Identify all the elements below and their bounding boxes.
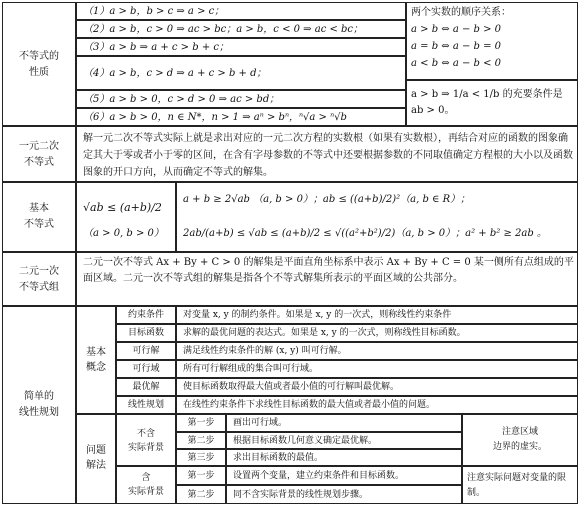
ineq-compare-1: a > b ⇔ a − b > 0: [411, 24, 502, 35]
lp-row-value: 求解的最优问题的表达式。如果是 x, y 的一次式，则称线性目标函数。: [176, 324, 578, 342]
lp-step-value: 画出可行域。: [226, 414, 462, 432]
lp-concept-label: 基本 概念: [86, 347, 106, 373]
system-label: 二元一次 不等式组: [19, 266, 59, 293]
ineq-compare-3: a < b ⇔ a − b < 0: [411, 58, 502, 69]
system-text: 二元一次不等式 Ax + By + C > 0 的解集是平面直角坐标系中表示 Ax + By + C = 0 某一侧所有点组成的平面区域。二元一次不等式组的解集是指各个不等式解集所表示的平面区域的公共部分。: [83, 257, 574, 284]
ineq-rule-3: （3）a > b ⇒ a + c > b + c；: [83, 42, 229, 53]
lp-note-2-cell: [462, 466, 578, 504]
lp-step-key: 第一步: [176, 466, 226, 485]
system-label-cell: [2, 252, 76, 306]
ineq-label: 不等式的 性质: [19, 51, 59, 78]
lp-row-value: 对变量 x, y 的制约条件。如果是 x, y 的一次式，则称线性约束条件: [176, 306, 578, 324]
ineq-row-3: [76, 38, 406, 56]
lp-step-key: 第二步: [176, 432, 226, 449]
lp-note-2: 注意实际问题对变量的限制。: [467, 473, 567, 498]
basic-label: 基本 不等式: [24, 203, 54, 230]
lp-note-1-cell: [462, 414, 578, 466]
lp-step-value: 求出目标函数的最值。: [226, 449, 462, 466]
ineq-row-5: [76, 90, 406, 108]
quad-label-cell: [2, 126, 76, 182]
lp-step-value: 设置两个变量，建立约束条件和目标函数。: [226, 466, 462, 485]
basic-formula-3: 2ab/(a+b) ≤ √ab ≤ (a+b)/2 ≤ √((a²+b²)/2)（a, b > 0）；a² + b² ≥ 2ab 。: [183, 228, 547, 239]
lp-row-key: 最优解: [116, 378, 176, 396]
lp-row-key: 约束条件: [116, 306, 176, 324]
lp-row-value: 满足线性约束条件的解 (x, y) 叫可行解。: [176, 342, 578, 360]
ineq-reciprocal: a > b ⇒ 1/a < 1/b 的充要条件是 ab > 0。: [411, 89, 563, 116]
ineq-row-1: [76, 2, 406, 20]
lp-concept-cell: [76, 306, 116, 414]
lp-bg-no-cell: [116, 414, 176, 466]
lp-step-key: 第三步: [176, 449, 226, 466]
lp-note-1: 注意区域 边界的虚实。: [492, 427, 547, 452]
lp-row-key: 线性规划: [116, 396, 176, 414]
lp-step-key: 第二步: [176, 485, 226, 504]
lp-row-value: 在线性约束条件下求线性目标函数的最大值或者最小值的问题。: [176, 396, 578, 414]
quad-text-cell: [76, 126, 578, 182]
lp-step-value: 根据目标函数几何意义确定最优解。: [226, 432, 462, 449]
ineq-compare-2: a = b ⇔ a − b = 0: [411, 41, 502, 52]
ineq-label-cell: [2, 2, 76, 126]
lp-row-key: 可行域: [116, 360, 176, 378]
lp-row-value: 使目标函数取得最大值或者最小值的可行解叫最优解。: [176, 378, 578, 396]
quad-text: 解一元二次不等式实际上就是求出对应的一元二次方程的实数根（如果有实数根），再结合对应的函数的图象确定其大于零或者小于零的区间，在含有字母参数的不等式中还要根据参数的不同取值确定方程根的大小以及函数图象的开口方向，从而确定不等式的解集。: [83, 133, 573, 178]
ineq-rule-1: （1）a > b，b > c ⇒ a > c；: [83, 6, 225, 17]
lp-step-value: 同不含实际背景的线性规划步骤。: [226, 485, 462, 504]
ineq-row-4: [76, 56, 406, 90]
ineq-compare-title: 两个实数的顺序关系：: [411, 7, 511, 18]
ineq-compare-cell: [406, 2, 578, 80]
ineq-row-2: [76, 20, 406, 38]
lp-bg-yes: 含 实际背景: [127, 473, 164, 497]
ineq-rule-6: （6）a > b > 0，n ∈ N*，n > 1 ⇒ aⁿ > bⁿ，ⁿ√a > ⁿ√b: [83, 112, 347, 123]
lp-row-key: 可行解: [116, 342, 176, 360]
ineq-rule-5: （5）a > b > 0，c > d > 0 ⇒ ac > bd；: [83, 94, 280, 105]
lp-label: 简单的 线性规划: [19, 391, 59, 418]
basic-f1-cell: [76, 182, 176, 252]
basic-formula-2: a + b ≥ 2√ab （a, b > 0）；ab ≤ ((a+b)/2)²（a, b ∈ R）；: [183, 194, 471, 205]
basic-formula-1: √ab ≤ (a+b)/2: [83, 201, 162, 214]
lp-bg-yes-cell: [116, 466, 176, 504]
ineq-rule-2: （2）a > b，c > 0 ⇒ ac > bc；a > b，c < 0 ⇒ ac < bc；: [83, 24, 364, 35]
ineq-rule-4: （4）a > b，c > d ⇒ a + c > b + d；: [83, 68, 267, 79]
lp-method-cell: [76, 414, 116, 504]
lp-method-label: 问题 解法: [86, 445, 106, 471]
ineq-row-6: [76, 108, 406, 126]
lp-label-cell: [2, 306, 76, 504]
lp-step-key: 第一步: [176, 414, 226, 432]
ineq-reciprocal-cell: [406, 80, 578, 126]
lp-bg-no: 不含 实际背景: [127, 429, 164, 453]
basic-label-cell: [2, 182, 76, 252]
basic-formula-1-cond: （a > 0, b > 0）: [83, 228, 164, 239]
system-text-cell: [76, 252, 578, 306]
lp-row-value: 所有可行解组成的集合叫可行域。: [176, 360, 578, 378]
quad-label: 一元二次 不等式: [19, 141, 59, 168]
basic-f2-cell: [176, 182, 578, 252]
lp-row-key: 目标函数: [116, 324, 176, 342]
